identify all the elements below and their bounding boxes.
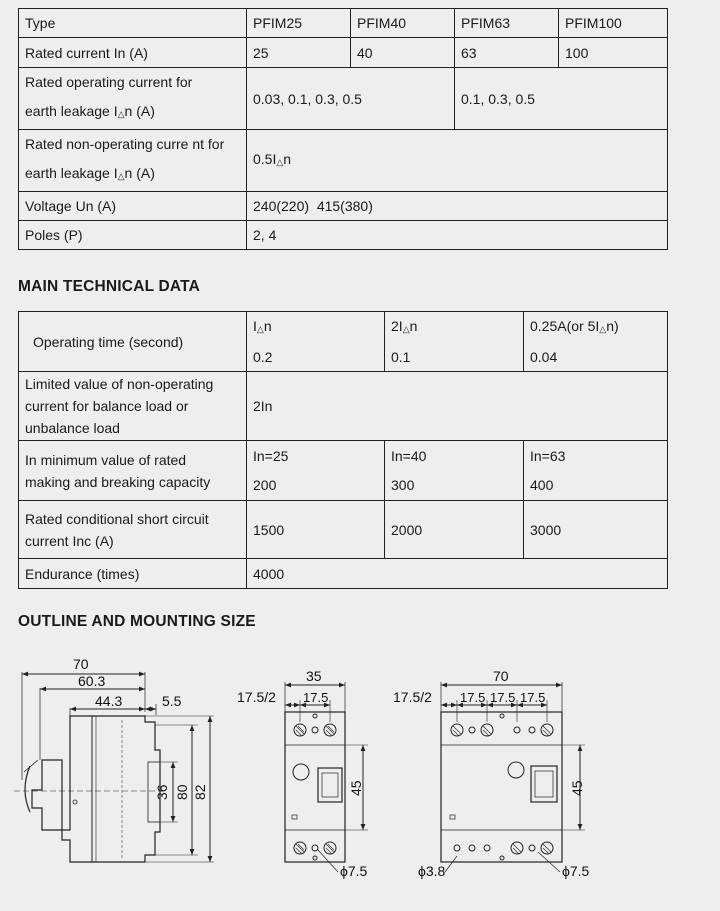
dim-4p-70: 70: [493, 668, 509, 684]
making-col2: In=40 300: [385, 441, 524, 501]
op-time-value1: 0.2: [253, 349, 273, 365]
dim-2p-17-5: 17.5: [303, 690, 329, 705]
nonop-current-value: 0.5I△n: [247, 130, 668, 192]
dim-2p-phi-7-5: ϕ7.5: [340, 863, 368, 879]
nonop-current-line1: Rated non-operating curre nt for: [25, 136, 225, 152]
op-time-value2: 0.1: [391, 349, 411, 365]
op-current-line1: Rated operating current for: [25, 74, 193, 90]
dim-4p-phi-3-8: ϕ3.8: [418, 863, 446, 879]
front-view-4p: [441, 682, 585, 872]
model-pfim25: PFIM25: [247, 9, 351, 38]
poles-label: Poles (P): [19, 221, 247, 250]
op-time-col1: I△n 0.2: [247, 312, 385, 372]
dim-side-44-3: 44.3: [95, 693, 123, 709]
rated-current-25: 25: [247, 38, 351, 68]
making-col3: In=63 400: [524, 441, 668, 501]
dim-4p-17-5-half: 17.5/2: [393, 689, 432, 705]
dim-2p-17-5-half: 17.5/2: [237, 689, 276, 705]
limited-label: Limited value of non-operating current for balance load or unbalance load: [19, 372, 247, 441]
voltage-value: 240(220) 415(380): [247, 192, 668, 221]
op-time-value3: 0.04: [530, 349, 558, 365]
dim-side-5-5: 5.5: [162, 693, 182, 709]
model-pfim63: PFIM63: [455, 9, 559, 38]
dim-4p-17-5-c: 17.5: [520, 690, 546, 705]
dim-side-60-3: 60.3: [78, 673, 106, 689]
op-time-label: Operating time (second): [19, 312, 247, 372]
model-pfim100: PFIM100: [559, 9, 668, 38]
rated-current-label: Rated current In (A): [19, 38, 247, 68]
short-circuit-2000: 2000: [385, 501, 524, 559]
short-circuit-3000: 3000: [524, 501, 668, 559]
dim-2p-45: 45: [348, 780, 364, 796]
op-time-col3: 0.25A(or 5I△n) 0.04: [524, 312, 668, 372]
front-view-2p: [285, 682, 368, 872]
dim-side-82: 82: [192, 784, 208, 800]
endurance-value: 4000: [247, 559, 668, 589]
dim-4p-17-5-a: 17.5: [460, 690, 486, 705]
dim-side-70: 70: [73, 656, 89, 672]
type-label: Type: [19, 9, 247, 38]
nonop-current-line2: earth leakage I△n (A): [25, 165, 155, 181]
rated-current-100: 100: [559, 38, 668, 68]
outline-heading: OUTLINE AND MOUNTING SIZE: [18, 613, 256, 630]
rated-current-40: 40: [351, 38, 455, 68]
model-pfim40: PFIM40: [351, 9, 455, 38]
dim-side-36: 36: [154, 784, 170, 800]
op-current-value-b: 0.1, 0.3, 0.5: [455, 68, 668, 130]
limited-value: 2In: [247, 372, 668, 441]
dim-side-80: 80: [174, 784, 190, 800]
main-technical-data-heading: MAIN TECHNICAL DATA: [18, 278, 201, 295]
voltage-label: Voltage Un (A): [19, 192, 247, 221]
dim-4p-17-5-b: 17.5: [490, 690, 516, 705]
endurance-label: Endurance (times): [19, 559, 247, 589]
op-current-value-a: 0.03, 0.1, 0.3, 0.5: [247, 68, 455, 130]
dim-4p-45: 45: [569, 780, 585, 796]
op-current-line2: earth leakage I△n (A): [25, 103, 155, 119]
op-time-col2: 2I△n 0.1: [385, 312, 524, 372]
dim-4p-phi-7-5: ϕ7.5: [562, 863, 590, 879]
short-circuit-1500: 1500: [247, 501, 385, 559]
dim-2p-35: 35: [306, 668, 322, 684]
rated-current-63: 63: [455, 38, 559, 68]
making-label: In minimum value of rated making and breaking capacity: [19, 441, 247, 501]
short-circuit-label: Rated conditional short circuit current Inc (A): [19, 501, 247, 559]
poles-value: 2, 4: [247, 221, 668, 250]
making-col1: In=25 200: [247, 441, 385, 501]
